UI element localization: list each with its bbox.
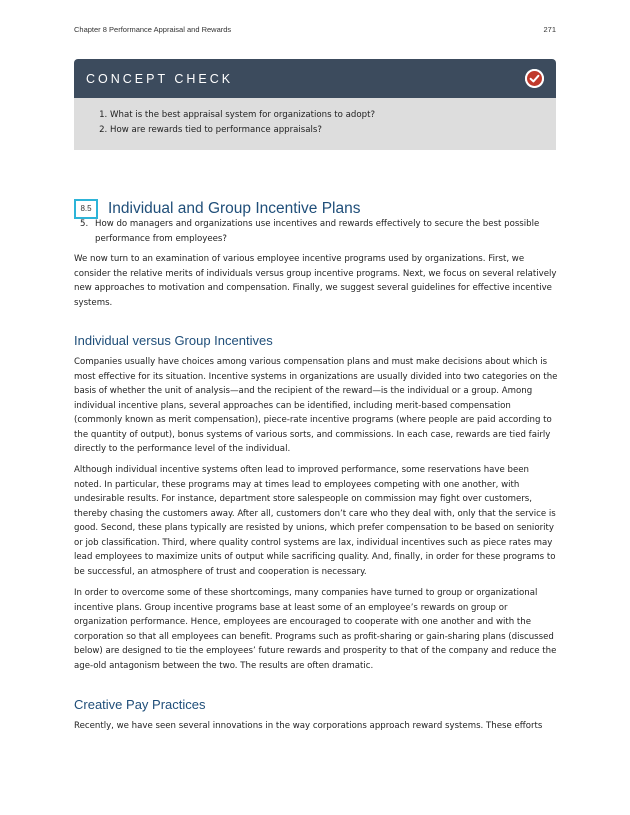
subsection-title-creative: Creative Pay Practices <box>74 697 206 712</box>
concept-check-list <box>92 108 538 137</box>
concept-check-title: CONCEPT CHECK <box>86 71 234 86</box>
body-paragraph: Companies usually have choices among various compensation plans and must make decisions about which is most effective for its situation. Incentive systems in organizations are usually divided into two categories on the basis of whether the unit of analysis—and the recipient of the reward—is the individual or a group. Among individual incentive plans, several approaches can be identified, including merit-based compensation (commonly known as merit compensation), piece-rate incentive programs (where people are paid according to the quantity of output), bonus systems of various sorts, and commissions. In each case, rewards are tied fairly directly to the performance level of the individual. <box>74 357 558 454</box>
running-header <box>74 25 556 34</box>
section-number-badge: 8.5 <box>74 199 98 219</box>
section-title: Individual and Group Incentive Plans <box>108 199 361 217</box>
subsection-title-individual: Individual versus Group Incentives <box>74 333 273 348</box>
body-paragraph: Recently, we have seen several innovations in the way corporations approach reward systems. These efforts <box>74 721 543 731</box>
learning-objective <box>80 217 550 246</box>
concept-check-item: 1. What is the best appraisal system for organizations to adopt? <box>110 108 538 123</box>
objective-text: How do managers and organizations use incentives and rewards effectively to secure the best possible performance from employees? <box>95 219 540 244</box>
concept-check-list-panel <box>74 98 556 150</box>
body-paragraph: In order to overcome some of these shortcomings, many companies have turned to group or organizational incentive plans. Group incentive programs base at least some of an employee’s rewards on group or organization performance. Hence, employees are encouraged to cooperate with one another and with the corporation so that all employees can benefit. Programs such as profit-sharing or gain-sharing plans (discussed below) are designed to tie the employees’ future rewards and prosperity to that of the company and reduce the age-old antagonism between the two. The results are often dramatic. <box>74 588 557 671</box>
objective-number: 5. <box>80 219 89 229</box>
body-paragraph: Although individual incentive systems often lead to improved performance, some reservations have been noted. In particular, these programs may at times lead to employees competing with one another, with undesirable results. For instance, department store salespeople on commission may fight over customers, thereby chasing the customers away. After all, customers don’t care who they deal with, only that the service is good. Second, these plans typically are resisted by unions, which prefer compensation to be based on seniority or job classification. Third, where quality control systems are lax, individual incentives such as piece rates may lead employees to maximize units of output while sacrificing quality. And, finally, in order for these programs to be successful, an atmosphere of trust and cooperation is necessary. <box>74 465 556 577</box>
concept-check-box <box>74 59 556 150</box>
concept-check-header <box>74 59 556 98</box>
checkmark-icon <box>525 69 544 88</box>
concept-check-item: 2. How are rewards tied to performance appraisals? <box>110 123 538 138</box>
chapter-title: Chapter 8 Performance Appraisal and Rewards <box>74 25 232 34</box>
page-number: 271 <box>543 25 556 34</box>
section-intro-paragraph: We now turn to an examination of various employee incentive programs used by organizations. First, we consider the relative merits of individuals versus group incentive programs. Next, we focus on several relatively new approaches to motivation and compensation. Finally, we suggest several guidelines for effective incentive systems. <box>74 254 557 308</box>
